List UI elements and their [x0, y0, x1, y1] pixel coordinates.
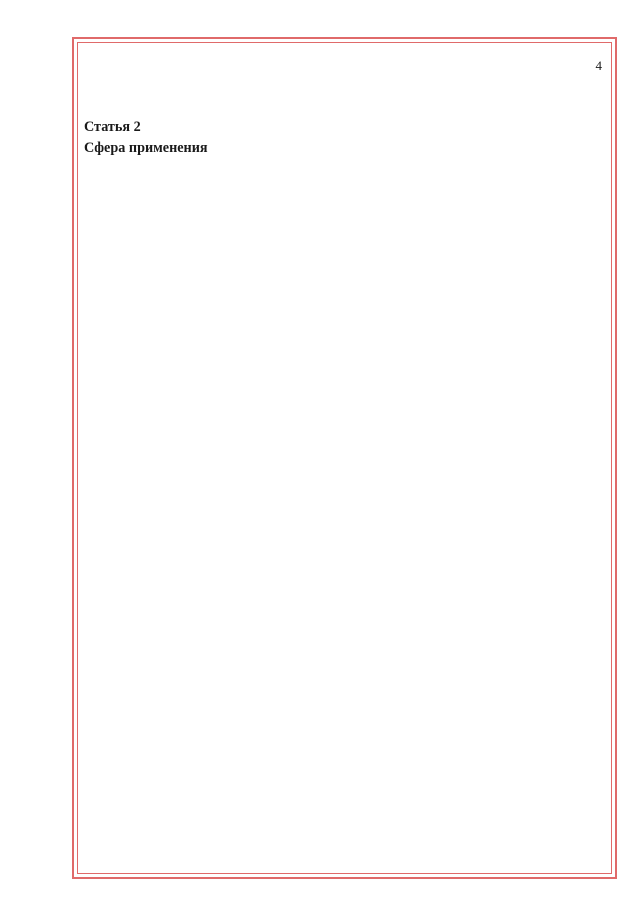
article-title: Статья 2: [84, 119, 141, 135]
page-number: 4: [595, 58, 602, 73]
article-subtitle: Сфера применения: [84, 140, 208, 156]
document-body: [84, 79, 596, 183]
